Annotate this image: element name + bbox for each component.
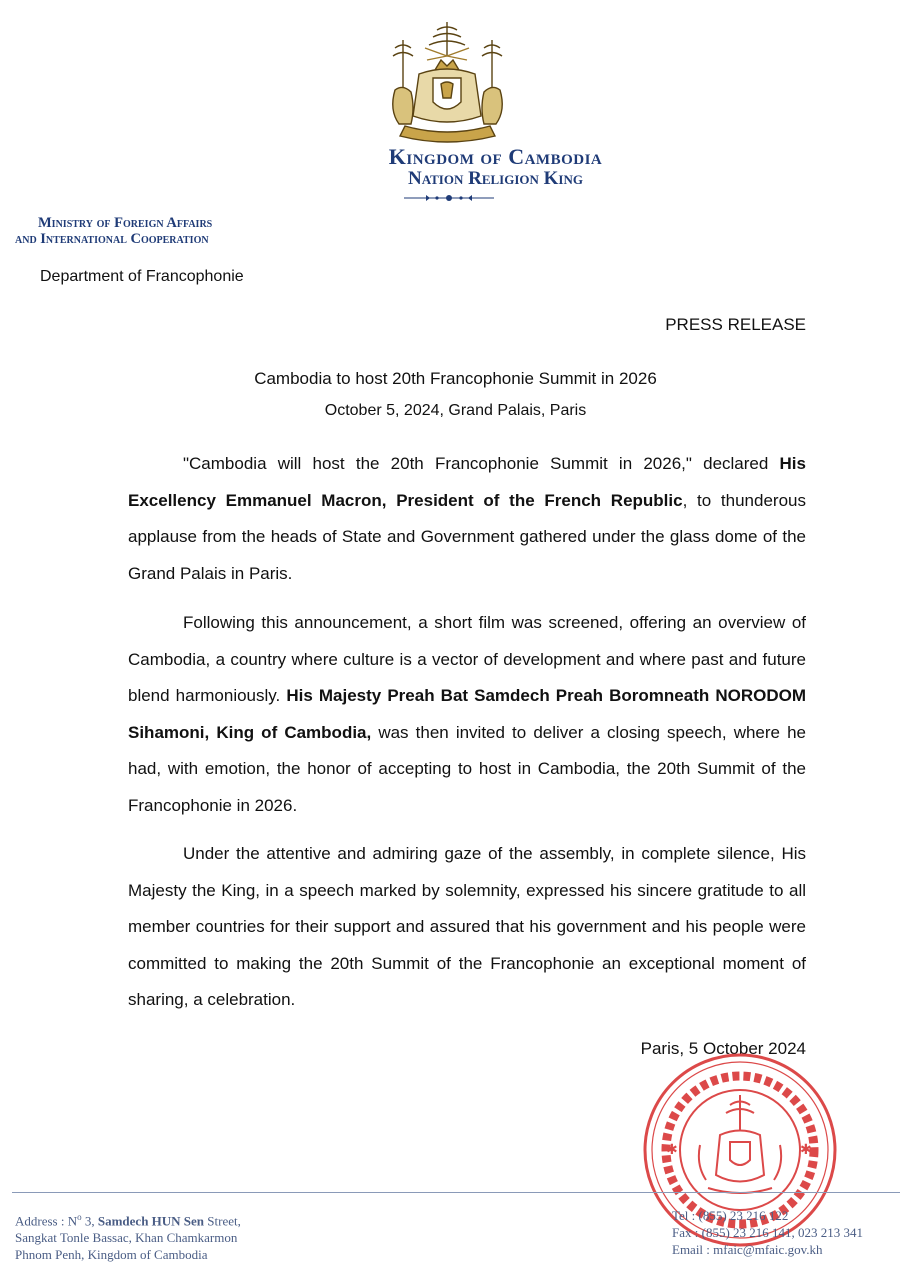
footer-fax: Fax : (855) 23 216 141, 023 213 341: [672, 1225, 864, 1240]
address-line-2: Sangkat Tonle Bassac, Khan Chamkarmon: [15, 1230, 238, 1246]
ministry-name-line1: Ministry of Foreign Affairs: [38, 215, 213, 231]
press-release-label: PRESS RELEASE: [665, 315, 806, 334]
kingdom-heading: Kingdom of Cambodia: [388, 144, 603, 169]
dateline: October 5, 2024, Grand Palais, Paris: [324, 402, 587, 419]
royal-coat-of-arms-icon: [385, 20, 510, 152]
press-headline: Cambodia to host 20th Francophonie Summit in 2026: [254, 369, 657, 388]
paragraph-1-text-a: "Cambodia will host the 20th Francophonie Summit in 2026," declared: [183, 454, 780, 473]
footer-email[interactable]: Email : mfaic@mfaic.gov.kh: [672, 1242, 823, 1257]
footer-divider: [12, 1192, 900, 1193]
paragraph-2: [128, 605, 806, 824]
footer-address: [15, 1209, 241, 1263]
national-motto: Nation Religion King: [407, 168, 583, 189]
divider-ornament-icon: [404, 193, 494, 203]
paragraph-1: [128, 446, 806, 592]
svg-text:✱: ✱: [666, 1142, 678, 1158]
paragraph-1-text-c: , to thunderous applause from the heads of State and Government gathered under the glass dome of the Grand Palais in Paris.: [128, 490, 806, 583]
ministry-name-line2: and International Cooperation: [15, 231, 209, 247]
address-line-3: Phnom Penh, Kingdom of Cambodia: [15, 1247, 208, 1263]
paragraph-2-text-c: was then invited to deliver a closing speech, where he had, with emotion, the honor of accepting to host in Cambodia, the 20th Summit of the Francophonie in 2026.: [128, 722, 806, 815]
paragraph-2-bold: His Majesty Preah Bat Samdech Preah Boromneath NORODOM Sihamoni, King of Cambodia,: [128, 686, 807, 742]
svg-text:✱: ✱: [800, 1142, 812, 1158]
address-line-1: Address : $N^o$ 3, Samdech HUN Sen Street,: [15, 1212, 241, 1229]
department-name: Department of Francophonie: [40, 268, 244, 285]
signoff-place-date: Paris, 5 October 2024: [640, 1039, 806, 1058]
footer-tel: Tel : (855) 23 216 122: [672, 1208, 789, 1223]
paragraph-1-bold: His Excellency Emmanuel Macron, President of the French Republic: [128, 454, 806, 510]
paragraph-2-text-a: Following this announcement, a short film was screened, offering an overview of Cambodia, a country where culture is a vector of development and where past and future blend harmoniously.: [128, 613, 806, 705]
paragraph-3: Under the attentive and admiring gaze of the assembly, in complete silence, His Majesty the King, in a speech marked by solemnity, expressed his sincere gratitude to all member countries for their support and assured that his government and his people were committed to making the 20th Summit of the Francophonie an exceptional moment of sharing, a celebration.: [128, 844, 806, 1009]
footer-contact: [672, 1207, 863, 1258]
